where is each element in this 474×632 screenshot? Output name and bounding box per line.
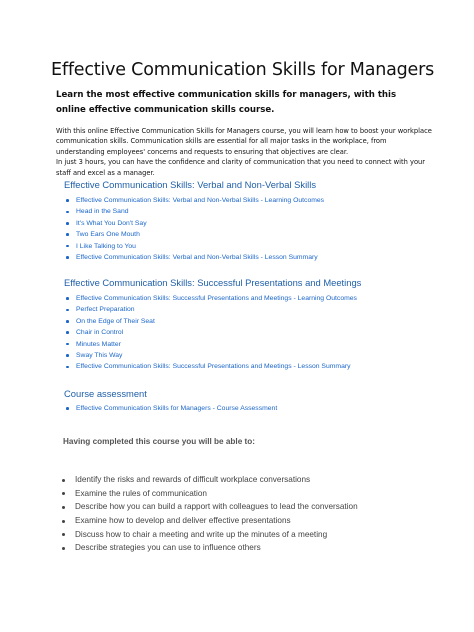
page-subtitle: Learn the most effective communication skills for managers, with this online effective communication skills course. — [56, 90, 397, 115]
bullet-icon — [66, 233, 69, 236]
outcome-item — [62, 487, 358, 501]
bullet-icon — [66, 222, 69, 225]
section-heading-assessment[interactable]: Course assessment — [64, 388, 147, 399]
bullet-icon — [66, 366, 69, 369]
outcome-text: Examine the rules of communication — [75, 488, 207, 498]
lesson-link-label[interactable]: Two Ears One Mouth — [76, 231, 140, 239]
lesson-link-label[interactable]: I Like Talking to You — [76, 242, 136, 250]
lesson-link-label[interactable]: Effective Communication Skills: Verbal and Non-Verbal Skills - Learning Outcomes — [76, 197, 325, 204]
outcome-item — [62, 473, 358, 487]
lesson-link-label[interactable]: On the Edge of Their Seat — [76, 317, 155, 325]
bullet-icon — [62, 506, 65, 509]
lesson-link[interactable] — [66, 339, 357, 350]
lesson-link-label[interactable]: Effective Communication Skills: Successful Presentations and Meetings - Lesson Summary — [76, 363, 351, 371]
bullet-icon — [66, 297, 69, 300]
lesson-link-label[interactable]: Effective Communication Skills: Verbal and Non-Verbal Skills - Lesson Summary — [76, 253, 318, 261]
lesson-link-label[interactable]: Chair in Control — [76, 329, 124, 337]
outcome-text: Describe strategies you can use to influence others — [75, 543, 261, 553]
bullet-icon — [66, 199, 69, 202]
outcomes-list — [62, 473, 358, 555]
outcome-text: Identify the risks and rewards of difficult workplace conversations — [75, 475, 311, 484]
outcome-text: Describe how you can build a rapport with colleagues to lead the conversation — [75, 502, 358, 512]
lesson-link[interactable] — [66, 350, 357, 361]
lesson-link[interactable] — [66, 361, 357, 372]
lesson-link-label[interactable]: Minutes Matter — [76, 340, 121, 348]
outcome-item — [62, 514, 358, 528]
bullet-icon — [62, 492, 65, 495]
outcome-item — [62, 528, 358, 542]
lesson-link[interactable] — [66, 304, 357, 315]
bullet-icon — [62, 533, 65, 536]
outcomes-heading: Having completed this course you will be able to: — [63, 437, 255, 446]
lesson-link[interactable] — [66, 293, 357, 304]
lesson-link-label[interactable]: Perfect Preparation — [76, 306, 135, 314]
bullet-icon — [66, 407, 69, 410]
bullet-icon — [62, 547, 65, 550]
section-heading-presentations[interactable]: Effective Communication Skills: Successful Presentations and Meetings — [64, 277, 362, 288]
intro-paragraph: With this online Effective Communication Skills for Managers course, you will learn how to boost your workplace communication skills. Communication skills are essential for all major tasks in the workplace, from understanding employees' concerns and requests to ensuring that objectives are clear. — [56, 127, 432, 156]
lesson-list-presentations — [66, 293, 357, 373]
lesson-link[interactable] — [66, 229, 324, 240]
intro-text — [56, 126, 436, 178]
bullet-icon — [66, 309, 69, 312]
lesson-link[interactable] — [66, 327, 357, 338]
lesson-link[interactable] — [66, 241, 324, 252]
lesson-link[interactable] — [66, 403, 277, 414]
lesson-link-label[interactable]: Sway This Way — [76, 351, 123, 359]
outcome-text: Discuss how to chair a meeting and write up the minutes of a meeting — [75, 529, 328, 539]
lesson-link-label[interactable]: It's What You Don't Say — [76, 219, 147, 227]
outcome-item — [62, 541, 358, 555]
bullet-icon — [66, 343, 69, 346]
outcome-text: Examine how to develop and deliver effective presentations — [75, 516, 291, 526]
bullet-icon — [62, 479, 65, 482]
section-heading-verbal[interactable]: Effective Communication Skills: Verbal and Non-Verbal Skills — [64, 179, 317, 190]
bullet-icon — [62, 520, 65, 523]
bullet-icon — [66, 256, 69, 259]
page-title: Effective Communication Skills for Managers — [51, 60, 435, 80]
lesson-link[interactable] — [66, 316, 357, 327]
bullet-icon — [66, 354, 69, 357]
lesson-list-verbal — [66, 195, 324, 263]
lesson-link[interactable] — [66, 206, 324, 217]
lesson-link-label[interactable]: Effective Communication Skills for Managers - Course Assessment — [76, 405, 278, 412]
lesson-link[interactable] — [66, 252, 324, 263]
bullet-icon — [66, 320, 69, 323]
lesson-link-label[interactable]: Head in the Sand — [76, 208, 129, 216]
lesson-list-assessment — [66, 403, 277, 414]
intro-paragraph: In just 3 hours, you can have the confidence and clarity of communication that you need to connect with your staff and excel as a manager. — [56, 158, 426, 177]
outcome-item — [62, 500, 358, 514]
bullet-icon — [66, 331, 69, 334]
bullet-icon — [66, 211, 69, 214]
bullet-icon — [66, 245, 69, 248]
lesson-link[interactable] — [66, 195, 324, 206]
lesson-link[interactable] — [66, 218, 324, 229]
lesson-link-label[interactable]: Effective Communication Skills: Successful Presentations and Meetings - Learning Outcomes — [76, 295, 357, 302]
